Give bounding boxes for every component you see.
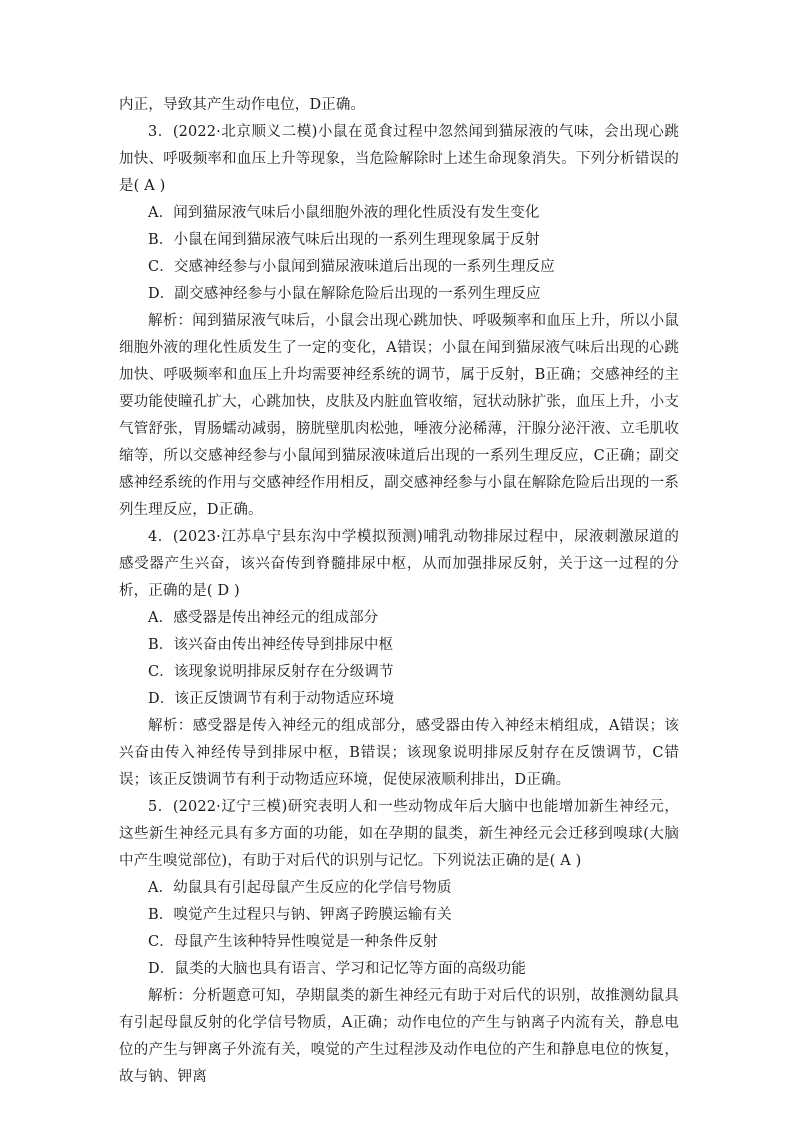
option-a: A．闻到猫尿液气味后小鼠细胞外液的理化性质没有发生变化 [148,205,540,221]
question-3 [119,119,679,524]
question-5 [119,794,679,1091]
question-4 [119,524,679,794]
analysis-paragraph: 解析：闻到猫尿液气味后，小鼠会出现心跳加快、呼吸频率和血压上升，所以小鼠细胞外液的理化性质发生了一定的变化，A错误；小鼠在闻到猫尿液气味后出现的心跳加快、呼吸频率和血压上升均需要神经系统的调节，属于反射，B正确；交感神经的主要功能使瞳孔扩大，心跳加快，皮肤及内脏血管收缩，冠状动脉扩张，血压上升，小支气管舒张，胃肠蠕动减弱，膀胱壁肌肉松弛，唾液分泌稀薄，汗腺分泌汗液、立毛肌收缩等，所以交感神经参与小鼠闻到猫尿液味道后出现的一系列生理反应，C正确；副交感神经系统的作用与交感神经作用相反，副交感神经参与小鼠在解除危险后出现的一系列生理反应，D正确。 [119,313,679,518]
option-b: B．小鼠在闻到猫尿液气味后出现的一系列生理现象属于反射 [148,232,540,248]
option-a: A．感受器是传出神经元的组成部分 [148,610,379,626]
question-stem: 3．(2022·北京顺义二模)小鼠在觅食过程中忽然闻到猫尿液的气味，会出现心跳加快、呼吸频率和血压上升等现象，当危险解除时上述生命现象消失。下列分析错误的是( A ) [119,124,679,194]
option-d: D．副交感神经参与小鼠在解除危险后出现的一系列生理反应 [148,286,541,302]
document-body [119,92,679,1091]
option-b: B．嗅觉产生过程只与钠、钾离子跨膜运输有关 [148,907,452,923]
option-c: C．该现象说明排尿反射存在分级调节 [148,664,394,680]
question-stem: 4．(2023·江苏阜宁县东沟中学模拟预测)哺乳动物排尿过程中，尿液刺激尿道的感受器产生兴奋，该兴奋传到脊髓排尿中枢，从而加强排尿反射，关于这一过程的分析，正确的是( D ) [119,529,679,599]
option-d: D．鼠类的大脑也具有语言、学习和记忆等方面的高级功能 [148,961,527,977]
option-d: D．该正反馈调节有利于动物适应环境 [148,691,395,707]
option-b: B．该兴奋由传出神经传导到排尿中枢 [148,637,394,653]
question-stem: 5．(2022·辽宁三模)研究表明人和一些动物成年后大脑中也能增加新生神经元，这些新生神经元具有多方面的功能，如在孕期的鼠类，新生神经元会迁移到嗅球(大脑中产生嗅觉部位)，有助于对后代的识别与记忆。下列说法正确的是( A ) [119,799,679,869]
intro-paragraph: 内正，导致其产生动作电位，D正确。 [119,97,366,113]
option-c: C．交感神经参与小鼠闻到猫尿液味道后出现的一系列生理反应 [148,259,555,275]
analysis-paragraph: 解析：分析题意可知，孕期鼠类的新生神经元有助于对后代的识别，故推测幼鼠具有引起母鼠反射的化学信号物质，A正确；动作电位的产生与钠离子内流有关，静息电位的产生与钾离子外流有关，嗅觉的产生过程涉及动作电位的产生和静息电位的恢复，故与钠、钾离 [119,988,679,1085]
option-c: C．母鼠产生该种特异性嗅觉是一种条件反射 [148,934,438,950]
option-a: A．幼鼠具有引起母鼠产生反应的化学信号物质 [148,880,452,896]
analysis-paragraph: 解析：感受器是传入神经元的组成部分，感受器由传入神经末梢组成，A错误；该兴奋由传入神经传导到排尿中枢，B错误；该现象说明排尿反射存在反馈调节，C错误；该正反馈调节有利于动物适应环境，促使尿液顺利排出，D正确。 [119,718,679,788]
